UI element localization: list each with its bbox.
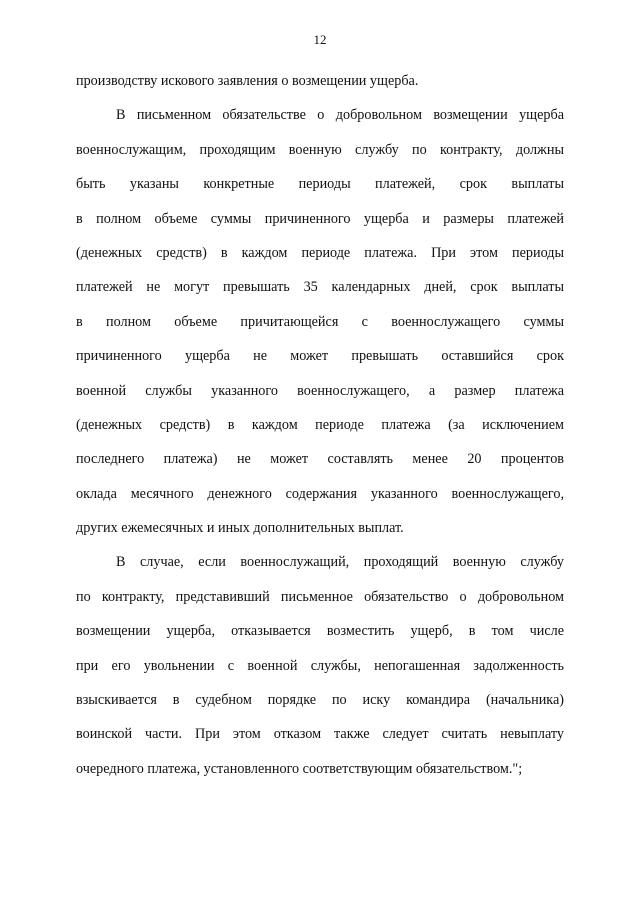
text-line: быть указаны конкретные периоды платежей, срок выплаты bbox=[76, 176, 564, 193]
text-line: причиненного ущерба не может превышать оставшийся срок bbox=[76, 348, 564, 365]
text-line: последнего платежа) не может составлять менее 20 процентов bbox=[76, 451, 564, 468]
text-line: по контракту, представивший письменное обязательство о добровольном bbox=[76, 588, 564, 605]
text-line: В письменном обязательстве о добровольном возмещении ущерба bbox=[116, 107, 564, 124]
text-line: платежей не могут превышать 35 календарных дней, срок выплаты bbox=[76, 279, 564, 296]
text-line: военнослужащим, проходящим военную службу по контракту, должны bbox=[76, 141, 564, 158]
page-number: 12 bbox=[313, 32, 327, 47]
text-line: военной службы указанного военнослужащего, а размер платежа bbox=[76, 382, 564, 399]
text-line: оклада месячного денежного содержания указанного военнослужащего, bbox=[76, 485, 564, 502]
document-body bbox=[76, 68, 564, 790]
text-line: производству искового заявления о возмещении ущерба. bbox=[76, 73, 419, 89]
text-line: возмещении ущерба, отказывается возместить ущерб, в том числе bbox=[76, 623, 564, 640]
text-line: В случае, если военнослужащий, проходящий военную службу bbox=[116, 554, 564, 571]
text-line: других ежемесячных и иных дополнительных выплат. bbox=[76, 520, 404, 537]
paragraph-refusal-case bbox=[76, 549, 564, 790]
text-line: при его увольнении с военной службы, непогашенная задолженность bbox=[76, 657, 564, 674]
text-line: очередного платежа, установленного соответствующим обязательством."; bbox=[76, 760, 523, 777]
paragraph-continuation bbox=[76, 68, 564, 102]
text-line: (денежных средств) в каждом периоде платежа. При этом периоды bbox=[76, 244, 564, 261]
text-line: в полном объеме причитающейся с военнослужащего суммы bbox=[76, 313, 564, 330]
text-line: (денежных средств) в каждом периоде платежа (за исключением bbox=[76, 416, 564, 433]
text-line: в полном объеме суммы причиненного ущерба и размеры платежей bbox=[76, 210, 564, 227]
paragraph-written-obligation bbox=[76, 102, 564, 549]
text-line: взыскивается в судебном порядке по иску командира (начальника) bbox=[76, 692, 564, 709]
text-line: воинской части. При этом отказом также следует считать невыплату bbox=[76, 726, 564, 743]
